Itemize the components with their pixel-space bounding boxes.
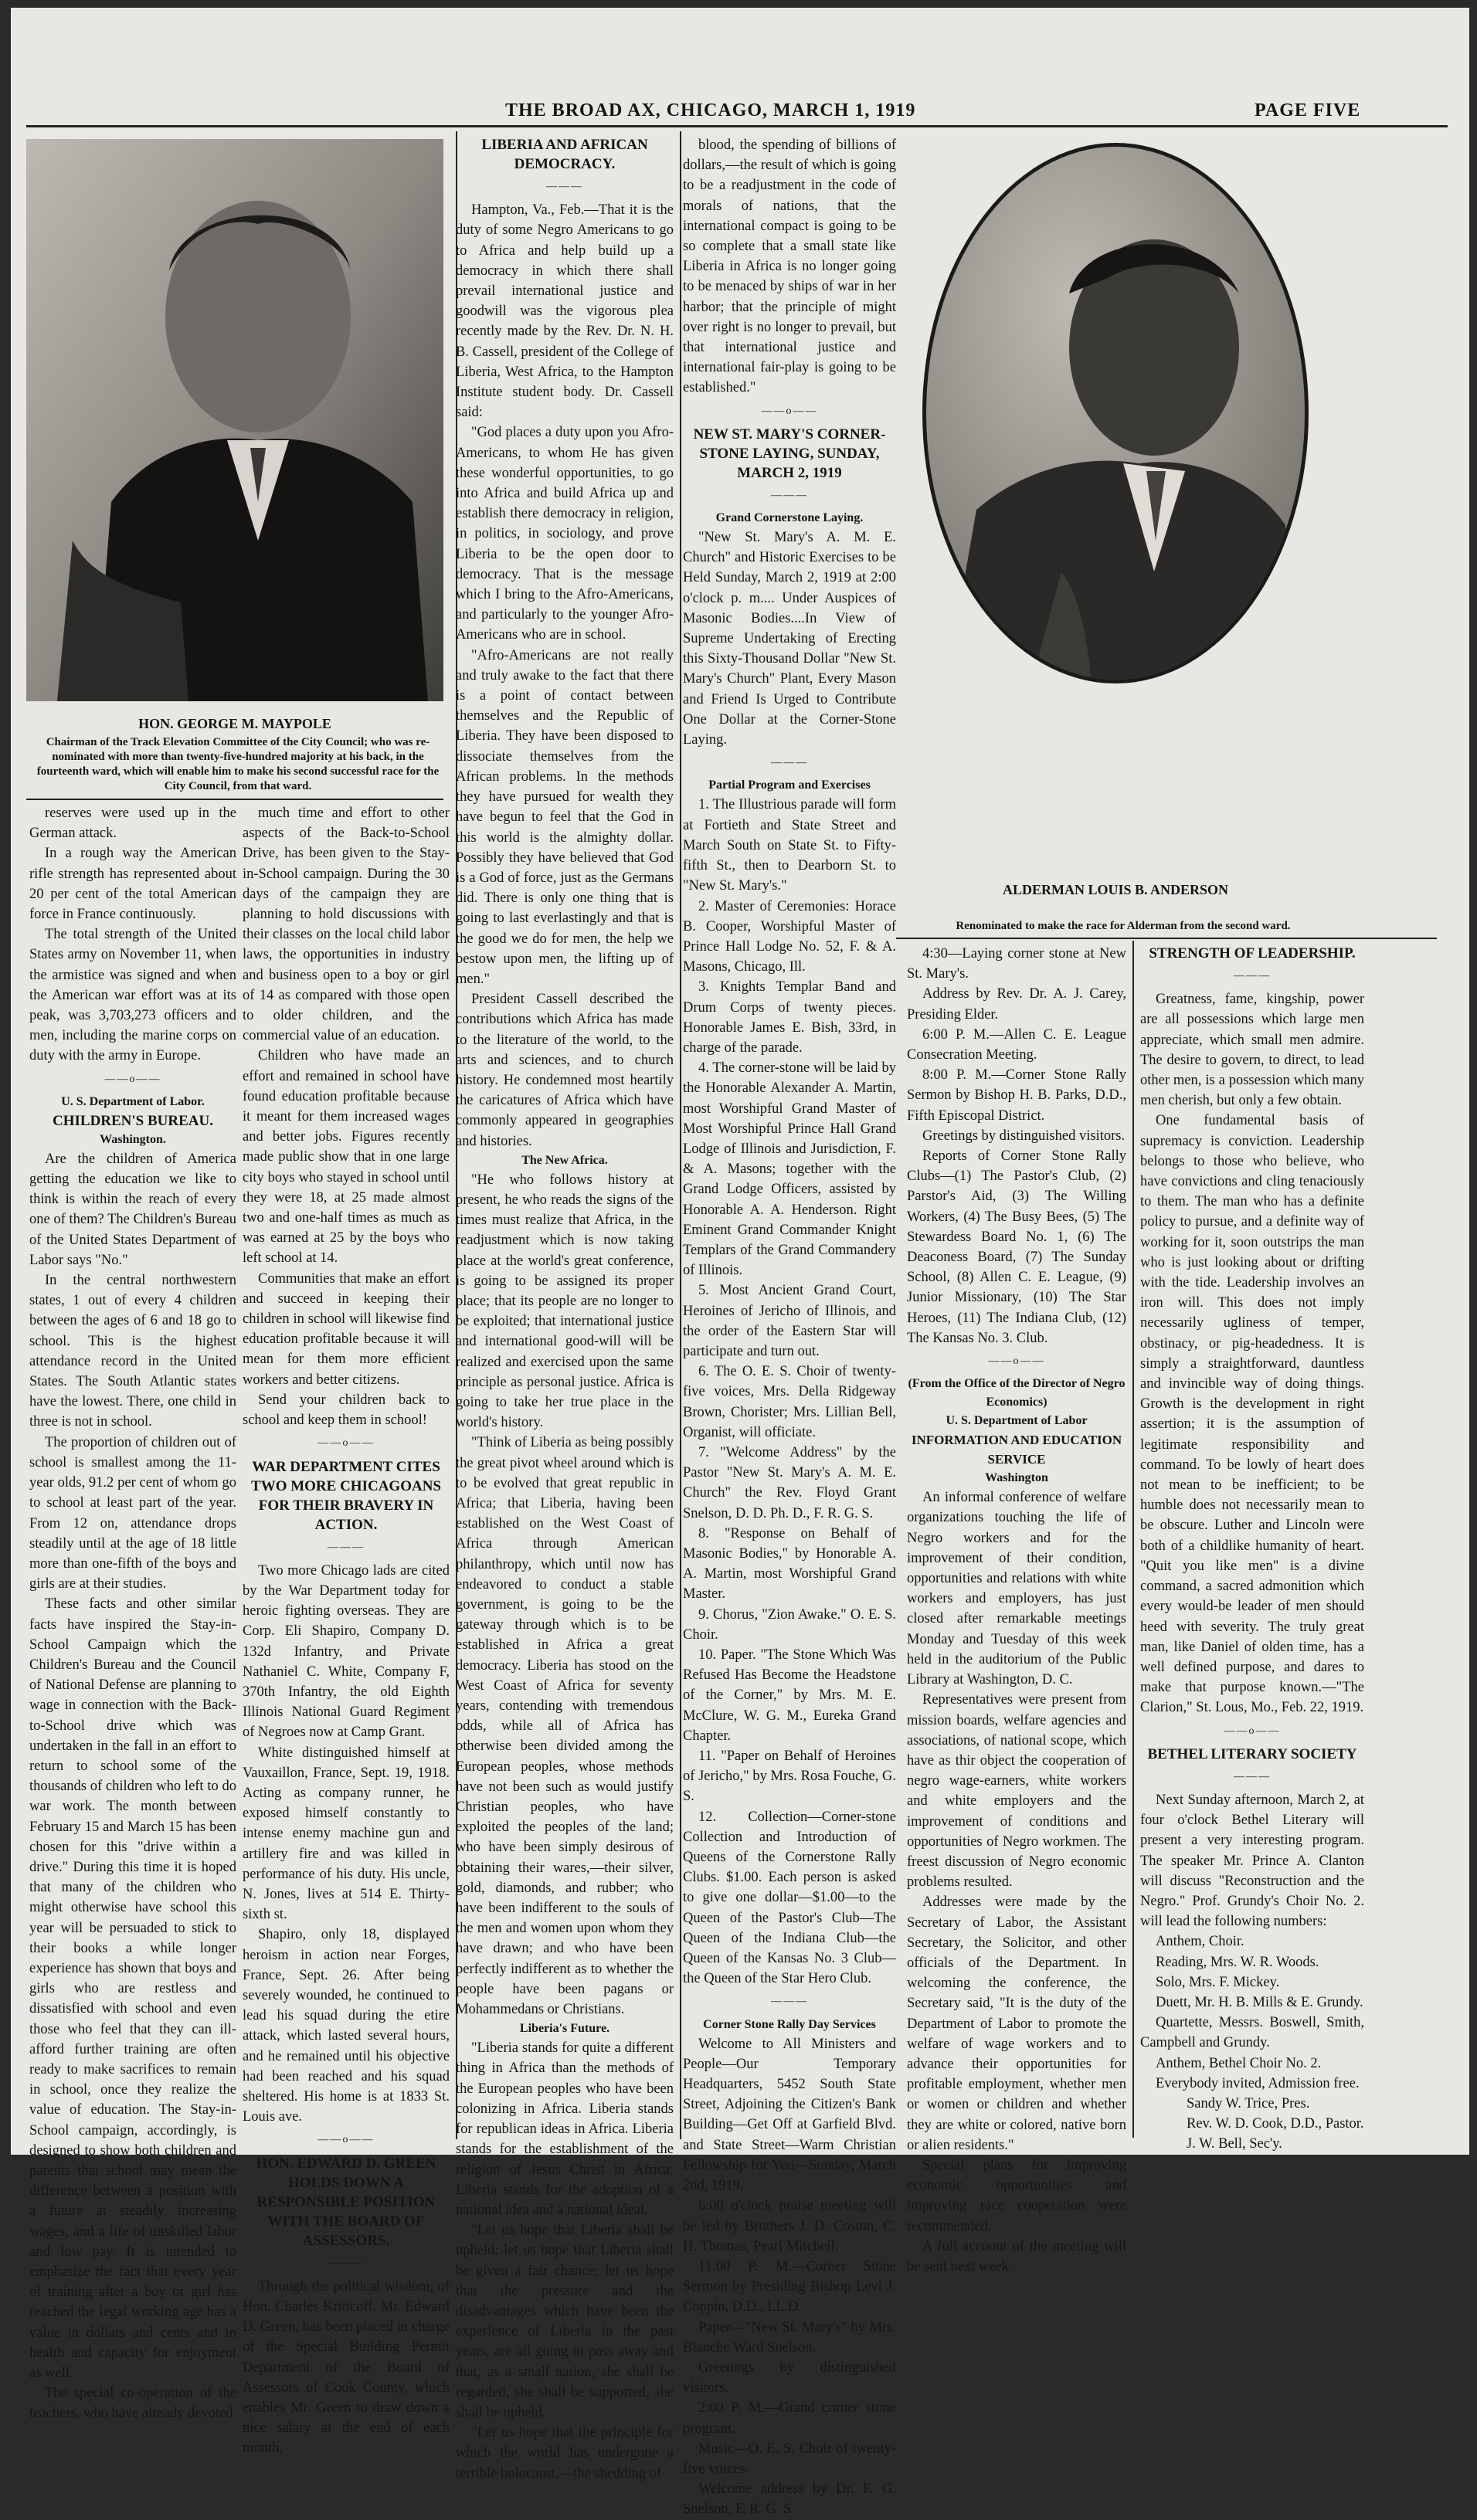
page-number: PAGE FIVE <box>1255 100 1361 120</box>
anderson-portrait <box>915 139 1316 687</box>
separator: ——o—— <box>104 1073 161 1085</box>
col6-bethel-heading: BETHEL LITERARY SOCIETY <box>1147 1745 1357 1762</box>
col1-para: In a rough way the American rifle strength has represented about 20 per cent of the total American force in France continuously. <box>29 846 236 923</box>
col4-para: Music—O. E. S. Choir of twenty-five voices. <box>683 2440 896 2477</box>
col1-para: reserves were used up in the German attack. <box>29 806 236 842</box>
col6-para: Greatness, fame, kingship, power are all possessions which large men appreciate, which small men admire. The desire to govern, to direct, to lead other men, is a possession which many men cherish, but only a few obtain. <box>1140 992 1364 1109</box>
col1-place: Washington. <box>100 1132 166 1146</box>
col6-para: Reading, Mrs. W. R. Woods. <box>1156 1954 1319 1970</box>
col6-para: Everybody invited, Admission free. <box>1156 2075 1360 2091</box>
col5-dept-heading: U. S. Department of Labor <box>946 1414 1088 1428</box>
col4-grand-heading: Grand Cornerstone Laying. <box>715 511 864 525</box>
col4-para: 2:00 P. M.—Grand corner stone program. <box>683 2400 896 2437</box>
col4-partial-heading: Partial Program and Exercises <box>708 778 871 792</box>
col2-green-heading: HON. EDWARD D. GREEN HOLDS DOWN A RESPONSIBLE POSITION WITH THE BOARD OF ASSESSORS. <box>256 2155 436 2249</box>
col5-para: Representatives were present from mission boards, welfare agencies and associations, of national scope, which have as thir object the cooperation of negro wage-earners, white workers and white employers and the improvement of conditions and opportunities of Negro workmen. The freest discussion of Negro economic problems resulted. <box>907 1692 1126 1891</box>
col4-para: Welcome address by Dr. F. G. Snelson, F. R. G. S. <box>683 2481 896 2518</box>
col4-para: 7. "Welcome Address" by the Pastor "New St. Mary's A. M. E. Church" the Rev. Floyd Grant Snelson, D. D. Ph. D., F. R. G. S. <box>683 1444 896 1521</box>
right-photo-rule <box>896 938 1437 939</box>
col5-office-heading: (From the Office of the Director of Negro Economics) <box>908 1377 1126 1409</box>
separator: ——o—— <box>1224 1725 1281 1737</box>
separator: ——— <box>771 1996 808 2008</box>
col5-para: Special plans for improving economic opportunities and improving race cooperation were recommended. <box>907 2157 1126 2234</box>
col3-new-africa-heading: The New Africa. <box>521 1153 608 1167</box>
separator: ——— <box>328 2257 365 2269</box>
col3-para: "He who follows history at present, he who reads the signs of the times must realize that Africa, in the readjustment which is now taking place at the world's great conference, is going to be assigned its proper place; that its people are no longer to be exploited; that international justice and international good-will will be realized and exercised upon the same principle as personal justice. Africa is going to take her true place in the world's history. <box>456 1172 674 1431</box>
col2-para: Send your children back to school and keep them in school! <box>243 1392 450 1429</box>
col5-para: Greetings by distinguished visitors. <box>922 1128 1126 1144</box>
column-5 <box>907 944 1126 2274</box>
col4-para: 11:00 P. M.—Corner Stone Sermon by Presiding Bishop Levi J. Coppin, D.D., LL.D. <box>683 2258 896 2315</box>
col4-para: 6:00 o'clock praise meeting will be led by Brothers J. D. Coston, C. H. Thomas, Pearl Mitchell. <box>683 2198 896 2254</box>
col3-liberia-heading: LIBERIA AND AFRICAN DEMOCRACY. <box>481 137 648 172</box>
col5-info-heading: INFORMATION AND EDUCATION SERVICE <box>911 1433 1122 1467</box>
col6-para: Anthem, Bethel Choir No. 2. <box>1156 2055 1322 2071</box>
col5-para: Reports of Corner Stone Rally Clubs—(1) The Pastor's Club, (2) Parstor's Aid, (3) The Willing Workers, (4) The Busy Bees, (5) The Stewardess Board No. 1, (6) The Deaconess Board, (7) The Sunday School, (8) Allen C. E. League, (9) Junior Missionary, (10) The Star Heroes, (11) The Indiana Club, (12) The Kansas No. 3. Club. <box>907 1148 1126 1346</box>
col2-para: Children who have made an effort and remained in school have found education profitable because it meant for them increased wages and better jobs. Figures recently made public show that in one large city boys who stayed in school until they were 18, at 25 made almost two and one-half times as much as was earned at 25 by the boys who left school at 14. <box>243 1048 450 1267</box>
column-3 <box>456 135 674 2481</box>
maypole-caption: HON. GEORGE M. MAYPOLE <box>138 716 331 731</box>
col6-para: Next Sunday afternoon, March 2, at four o'clock Bethel Literary will present a very interesting program. The speaker Mr. Prince A. Clanton will discuss "Reconstruction and the Negro." Prof. Grundy's Choir No. 2. will lead the following numbers: <box>1140 1792 1364 1930</box>
col4-rally-heading: Corner Stone Rally Day Services <box>703 2017 876 2031</box>
col2-para: Communities that make an effort and succeed in keeping their children in school will likewise find education profitable because it will mean for them more efficient workers and better citizens. <box>243 1270 450 1388</box>
anderson-subcaption: Renominated to make the race for Alderman from the second ward. <box>956 920 1291 932</box>
column-4 <box>683 135 896 2518</box>
col4-para: 10. Paper. "The Stone Which Was Refused Has Become the Headstone of the Corner," by Mrs. M. E. McClure, W. G. M., Eureka Grand Chapter. <box>683 1647 896 1744</box>
col4-para: Welcome to All Ministers and People—Our Temporary Headquarters, 5452 South State Street, Adjoining the Citizen's Bank Building—Get Off at Garfield Blvd. and State Street—Warm Christian Fellowship for You—Sunday, March 2nd, 1919. <box>683 2036 896 2194</box>
col4-para: 6. The O. E. S. Choir of twenty-five voices, Mrs. Della Ridgeway Brown, Chorister; Mrs. Lillian Bell, Organist, will officiate. <box>683 1364 896 1440</box>
col3-para: "Think of Liberia as being possibly the great pivot wheel around which is to be evolved that great republic in Africa; that Liberia, having been established on the West Coast of Africa through American philanthropy, which until now has endeavored to conduct a stable government, is going to be the gateway through which is to be established in Africa a great democracy. Liberia has stood on the West Coast of Africa for seventy years, contending with tremendous odds, while all of Africa has otherwise been divided among the European peoples, whose methods have not been such as would justify Christian peoples, who have exploited the peoples of the land; who have been simply desirous of obtaining their wares,—their silver, gold, diamonds, and rubber; who have been indifferent to the souls of the men and women upon whom they have drawn; and who have been perfectly indifferent as to whether the people have been pagans or Mohammedans or Christians. <box>456 1435 674 2018</box>
col4-para: 4. The corner-stone will be laid by the Honorable Alexander A. Martin, most Worshipful Grand Master of Most Worshipful Prince Hall Grand Lodge of Illinois and Jurisdiction, F. & A. Masons; together with the Grand Lodge Officers, assisted by Honorable A. A. Henderson. Right Eminent Grand Commander Knight Templars of the Grand Commandery of Illinois. <box>683 1060 896 1279</box>
col6-para: J. W. Bell, Sec'y. <box>1187 2136 1282 2152</box>
col1-para: The total strength of the United States army on November 11, when the armistice was signed and when the American war effort was at its peak, was 3,703,273 officers and men, including the marine corps on duty with the army in Europe. <box>29 927 236 1064</box>
separator: ——— <box>1234 1770 1271 1782</box>
col6-strength-heading: STRENGTH OF LEADERSHIP. <box>1149 945 1356 962</box>
newspaper-page <box>11 8 1469 2518</box>
col4-para: Greetings by distinguished visitors. <box>683 2359 896 2396</box>
separator: ——— <box>328 1541 365 1553</box>
col4-para: "New St. Mary's A. M. E. Church" and Historic Exercises to be Held Sunday, March 2, 1919 at 2:00 o'clock p. m.... Under Auspices of Masonic Bodies....In View of Supreme Undertaking of Erecting this Sixty-Thousand Dollar "New St. Mary's Church" Plant, Every Mason and Friend Is Urged to Contribute One Dollar at the Corner-Stone Laying. <box>683 530 896 748</box>
left-photo-rule <box>26 799 443 800</box>
col6-para: Solo, Mrs. F. Mickey. <box>1156 1974 1280 1990</box>
col1-para: Are the children of America getting the education we like to think is within the reach of every one of them? The Children's Bureau of the United States Department of Labor says "No." <box>29 1151 236 1268</box>
col2-para: White distinguished himself at Vauxaillon, France, Sept. 19, 1918. Acting as company runner, he exposed himself constantly to intense enemy machine gun and artillery fire and was killed in performance of his duty. His uncle, N. Jones, lives at 514 E. Thirty-sixth st. <box>243 1745 450 1923</box>
separator: ——— <box>1234 970 1271 982</box>
col3-para: "Let us hope that Liberia shall be upheld; let us hope that Liberia shall be given a fair chance; let us hope that the pressure and the disadvantages which have been the experience of Liberia in the past years, are all going to pass away and that, as a small nation, she shall be regarded, she shall be supported, she shall be upheld. <box>456 2223 674 2420</box>
col-rule-3 <box>680 131 681 2139</box>
masthead-title: THE BROAD AX, CHICAGO, MARCH 1, 1919 <box>505 100 916 120</box>
col6-para: Sandy W. Trice, Pres. <box>1187 2095 1310 2111</box>
masthead-rule <box>26 125 1448 127</box>
col4-para: 3. Knights Templar Band and Drum Corps of twenty pieces. Honorable James E. Bish, 33rd, in charge of the parade. <box>683 979 896 1056</box>
col6-para: Rev. W. D. Cook, D.D., Pastor. <box>1187 2116 1364 2132</box>
separator: ——o—— <box>988 1355 1045 1368</box>
col2-para: much time and effort to other aspects of the Back-to-School Drive, has been given to the Stay-in-School campaign. During the 30 days of the campaign they are planning to hold discussions with their classes on the local child labor laws, the opportunities in industry and business open to a boy or girl of 14 as compared with those open to older children, and the commercial value of an education. <box>243 806 450 1044</box>
col1-dept-heading: U. S. Department of Labor. <box>61 1094 205 1108</box>
col2-para: Through the political wisdom, of Hon. Charles Krittcoff, Mr. Edward D. Green, has been placed in charge of the Special Building Permit Department of the Board of Assessors of Cook County, which enables Mr. Green to draw down a nice salary at the end of each month. <box>243 2278 450 2457</box>
maypole-subcaption: Chairman of the Track Elevation Committee of the City Council; who was re-nominated with more than twenty-five-hundred majority at his back, in the fourteenth ward, which will enable him to make his second successful race for the City Council, from that ward. <box>36 736 440 792</box>
col4-para: 2. Master of Ceremonies: Horace B. Cooper, Worshipful Master of Prince Hall Lodge No. 52, F. & A. Masons, Chicago, Ill. <box>683 898 896 975</box>
col1-para: These facts and other similar facts have inspired the Stay-in-School Campaign which the Children's Bureau and the Council of National Defense are planning to wage in connection with the Back-to-School drive which was undertaken in the fall in an effort to return to school some of the thousands of children who left to do war work. The month between February 15 and March 15 has been chosen for this "drive within a drive." During this time it is hoped that many of the children who might otherwise have school this year will be persuaded to stick to their books a while longer experience has shown that boys and girls who are restless and dissatisfied with school and even those who feel that they can ill-afford further training are often ready to make sacrifices to remain in school, once they realize the value of education. The Stay-in-School campaign, accordingly, is designed to show both children and parents that school may mean the difference between a position with a future at steadily increasing wages, and a life of unskilled labor and low pay. It is intended to emphasize the fact that every year of training after a boy or girl has reached the legal working age has a value in dollars and cents and in health and capacity for enjoyment as well. <box>29 1596 236 2382</box>
col3-future-heading: Liberia's Future. <box>519 2022 610 2036</box>
separator: ——o—— <box>317 2134 375 2146</box>
separator: ——— <box>771 489 808 501</box>
col6-para: Duett, Mr. H. B. Mills & E. Grundy. <box>1156 1994 1363 2010</box>
col5-wash-heading: Washington <box>985 1471 1048 1485</box>
column-2 <box>243 803 450 2457</box>
col5-para: Addresses were made by the Secretary of Labor, the Assistant Secretary, the Solicitor, and other officials of the Department. In welcoming the conference, the Secretary said, "It is the duty of the Department of Labor to promote the welfare of wage workers and to advance their opportunities for profitable employment, whether men or women or children and whether they are white or colored, native born or alien residents." <box>907 1894 1126 2153</box>
column-1 <box>29 803 236 2422</box>
col4-para: 1. The Illustrious parade will form at Fortieth and State Street and March South on State St. to Fifty-fifth St., then to Dearborn St. to "New St. Mary's." <box>683 797 896 894</box>
col5-para: Address by Rev. Dr. A. J. Carey, Presiding Elder. <box>907 986 1126 1023</box>
col4-para: 8. "Response on Behalf of Masonic Bodies," by Honorable A. A. Martin, most Worshipful Grand Master. <box>683 1525 896 1603</box>
col1-para: The special co-operation of the teachers, who have already devoted <box>29 2386 236 2422</box>
col5-para: 6:00 P. M.—Allen C. E. League Consecration Meeting. <box>907 1026 1126 1063</box>
col3-para: "Let us hope that the principle for which the world has undergone a terrible holocaust,—the shedding of <box>456 2425 674 2481</box>
col4-para: 11. "Paper on Behalf of Heroines of Jericho," by Mrs. Rosa Fouche, G. S. <box>683 1748 896 1805</box>
column-6 <box>1140 944 1364 2152</box>
maypole-portrait <box>26 139 443 701</box>
col4-stmary-heading: NEW ST. MARY'S CORNER-STONE LAYING, SUNDAY, MARCH 2, 1919 <box>693 426 886 481</box>
col3-para: "Afro-Americans are not really and truly awake to the fact that there is a point of contact between themselves and the Republic of Liberia. They have been disposed to dissociate themselves from the African problems. In the methods they have pursued for wealth they have begun to feel that the God in this world is the almighty dollar. Possibly they have believed that God is a God of force, just as the Germans did. There is only one thing that is going to last everlastingly and that is the good we do for men, the help we bestow upon men, the lifting up of men." <box>456 647 674 987</box>
col6-para: One fundamental basis of supremacy is conviction. Leadership belongs to those who believe, who have convictions and cling tenaciously to them. The man who has a definite policy to pursue, and a definite way of working for it, soon outstrips the man who is just looking about or drifting with the tide. Leadership involves an iron will. This does not imply necessarily ugliness of temper, obstinacy, or pig-headedness. It is simply a straightforward, dauntless and invincible way of doing things. Growth is the development in right assertion; it is the assumption of legitimate responsibility and command. To be lowly of heart does not mean to be inefficient; to be humble does not necessarily mean to be obscure. Luther and Lincoln were both of a childlike humanity of heart. "Quit you like men" is a divine command, a sacred admonition which every would-be leader of men should heed with severity. The truly great man, like Daniel of olden time, has a well defined purpose, and dares to make that purpose known.—"The Clarion," St. Lous, Mo., Feb. 22, 1919. <box>1140 1113 1364 1716</box>
col3-para: President Cassell described the contributions which Africa has made to the literature of the world, to the arts and sciences, and to church history. He condemned most heartily the caricatures of Africa which have commonly appeared in geographies and histories. <box>456 992 674 1149</box>
col1-para: The proportion of children out of school is smallest among the 11-year olds, 91.2 per cent of whom go to school at least part of the year. From 12 on, attendance drops steadily until at the age of 18 little more than one-fifth of the boys and girls are at their studies. <box>29 1434 236 1592</box>
anderson-portrait-image <box>915 139 1316 687</box>
col4-para: 9. Chorus, "Zion Awake." O. E. S. Choir. <box>683 1606 896 1643</box>
separator: ——o—— <box>317 1437 375 1450</box>
separator: ——o—— <box>761 405 818 417</box>
col6-para: Anthem, Choir. <box>1156 1934 1244 1950</box>
col4-para: Paper—"New St. Mary's" by Mrs. Blanche Ward Snelson. <box>683 2319 896 2356</box>
col3-para: "God places a duty upon you Afro-Americans, to whom He has given these wonderful opportunities, to go into Africa and build Africa up and establish there democracy in religion, in politics, in sociology, and prove Liberia to be the open door to democracy. That is the message which I bring to the Afro-Americans, and particularly to the younger Afro-Americans who are in school. <box>456 425 674 643</box>
col2-war-heading: WAR DEPARTMENT CITES TWO MORE CHICAGOANS FOR THEIR BRAVERY IN ACTION. <box>251 1458 441 1533</box>
maypole-portrait-image <box>26 139 443 701</box>
col1-bureau-heading: CHILDREN'S BUREAU. <box>53 1112 213 1129</box>
col-rule-5 <box>1132 941 1134 2138</box>
col2-para: Shapiro, only 18, displayed heroism in action near Forges, France, Sept. 26. After being severely wounded, he continued to lead his squad during the etire attack, which lasted several hours, and he remained until his objective had been reached and his squad sheltered. His home is at 1833 St. Louis ave. <box>243 1927 450 2125</box>
col3-para: "Liberia stands for quite a different thing in Africa than the methods of the European peoples who have been colonizing in Africa. Liberia stands for republican ideas in Africa. Liberia stands for the establishment of the religion of Jesus Christ in Africa. Liberia stands for the adoption of a national idea and a national ideal. <box>456 2040 674 2218</box>
col4-para: blood, the spending of billions of dollars,—the result of which is going to be a readjustment in the code of morals of nations, that the international compact is going to be so complete that a small state like Liberia in Africa is no longer going to be menaced by ships of war in her harbor; that the principle of might over right is no longer to prevail, but that international justice and international fair-play is going to be established." <box>683 137 896 396</box>
col5-para: 4:30—Laying corner stone at New St. Mary's. <box>907 946 1126 982</box>
col5-para: A full account of the meeting will be sent next week. <box>907 2238 1126 2274</box>
separator: ——— <box>546 181 583 192</box>
separator: ——— <box>771 757 808 769</box>
anderson-caption: ALDERMAN LOUIS B. ANDERSON <box>1002 882 1229 897</box>
col5-para: An informal conference of welfare organizations touching the life of Negro workers and for the improvement of their condition, opportunities and relations with white workers and employers, has just closed after remarkable meetings Monday and Tuesday of this week held in the auditorium of the Public Library at Washington, D. C. <box>907 1490 1126 1688</box>
col4-para: 5. Most Ancient Grand Court, Heroines of Jericho of Illinois, and the order of the Eastern Star will participate and turn out. <box>683 1283 896 1359</box>
col2-para: Two more Chicago lads are cited by the War Department today for heroic fighting overseas. They are Corp. Eli Shapiro, Company D. 132d Infantry, and Private Nathaniel C. White, Company F, 370th Infantry, the old Eighth Illinois National Guard Regiment of Negroes now at Camp Grant. <box>243 1562 450 1741</box>
col3-para: Hampton, Va., Feb.—That it is the duty of some Negro Americans to go to Africa and help build up a democracy in which there shall prevail international justice and goodwill was the vigorous plea recently made by the Rev. Dr. N. H. B. Cassell, president of the College of Liberia, West Africa, to the Hampton Institute student body. Dr. Cassell said: <box>456 202 674 421</box>
col1-para: In the central northwestern states, 1 out of every 4 children between the ages of 6 and 18 go to school. This is the highest attendance record in the United States. The South Atlantic states have the lowest. There, one child in three is not in school. <box>29 1273 236 1430</box>
col6-para: Quartette, Messrs. Boswell, Smith, Campbell and Grundy. <box>1140 2015 1364 2051</box>
col4-para: 12. Collection—Corner-stone Collection and Introduction of Queens of the Cornerstone Rally Clubs. $1.00. Each person is asked to give one dollar—$1.00—to the Queen of the Pastor's Club—The Queen of the Indiana Club—the Queen of the Kansas No. 3 Club—the Queen of the Star Hero Club. <box>683 1809 896 1987</box>
col5-para: 8:00 P. M.—Corner Stone Rally Sermon by Bishop H. B. Parks, D.D., Fifth Episcopal District. <box>907 1067 1126 1124</box>
